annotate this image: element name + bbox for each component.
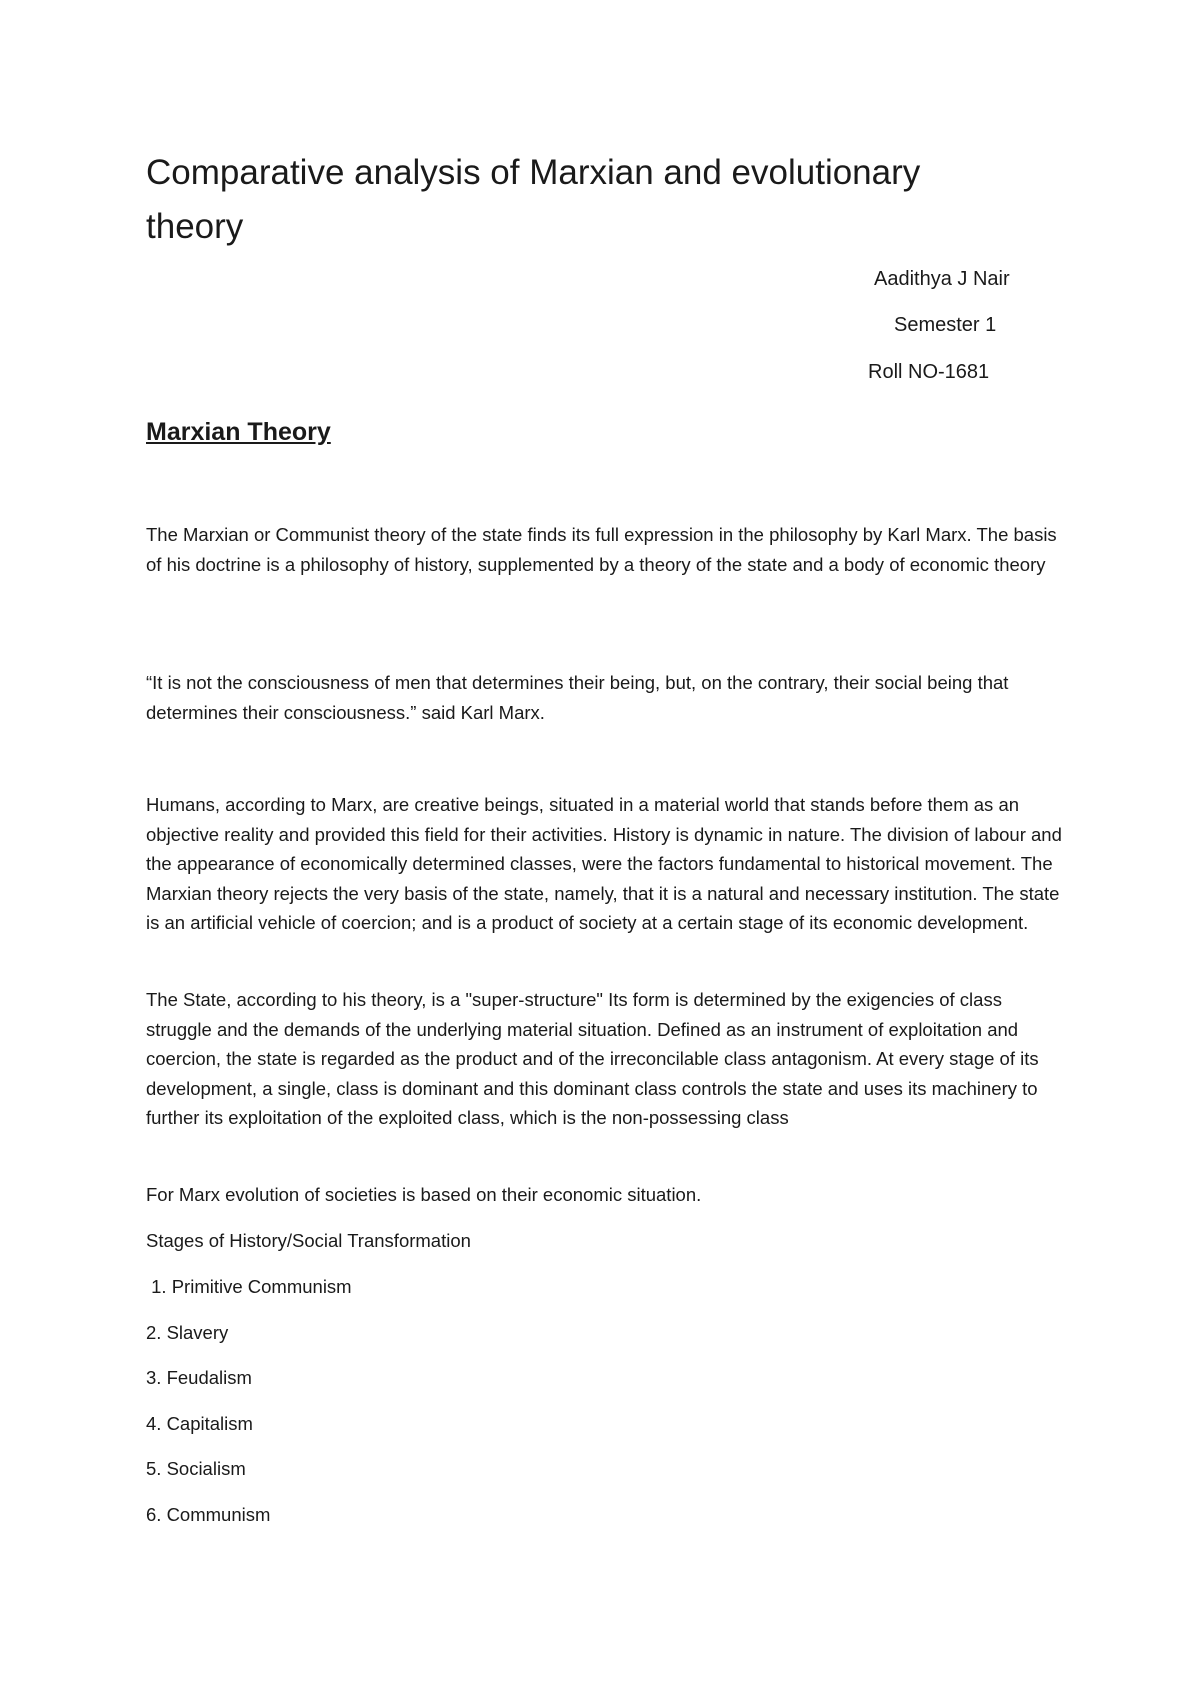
author-roll-number: Roll NO-1681 [868, 361, 990, 383]
author-name: Aadithya J Nair [874, 268, 1010, 290]
list-item: 4. Capitalism [146, 1412, 253, 1434]
stages-list [146, 1272, 352, 1545]
document-title: Comparative analysis of Marxian and evolutionary theory [146, 153, 921, 246]
list-item: 3. Feudalism [146, 1367, 252, 1388]
paragraph-evolution: For Marx evolution of societies is based on their economic situation. [146, 1184, 702, 1205]
section-heading: Marxian Theory [146, 418, 331, 446]
list-item: 6. Communism [146, 1503, 271, 1525]
paragraph-humans: Humans, according to Marx, are creative beings, situated in a material world that stands before them as an objective reality and provided this field for their activities. History is dynamic in nature. The division of labour and the appearance of economically determined classes, were the factors fundamental to historical movement. The Marxian theory rejects the very basis of the state, namely, that it is a natural and necessary institution. The state is an artificial vehicle of coercion; and is a product of society at a certain stage of its economic development. [146, 794, 1062, 933]
list-item: 2. Slavery [146, 1321, 229, 1343]
list-item: 1. Primitive Communism [146, 1276, 352, 1297]
stages-heading: Stages of History/Social Transformation [146, 1230, 471, 1251]
paragraph-state: The State, according to his theory, is a "super-structure" Its form is determined by the exigencies of class struggle and the demands of the underlying material situation. Defined as an instrument of exploitation and coercion, the state is regarded as the product and of the irreconcilable class antagonism. At every stage of its development, a single, class is dominant and this dominant class controls the state and uses its machinery to further its exploitation of the exploited class, which is the non-possessing class [146, 989, 1039, 1128]
paragraph-quote: “It is not the consciousness of men that determines their being, but, on the contrary, their social being that determines their consciousness.” said Karl Marx. [146, 672, 1009, 723]
list-item: 5. Socialism [146, 1458, 246, 1479]
paragraph-intro: The Marxian or Communist theory of the state finds its full expression in the philosophy by Karl Marx. The basis of his doctrine is a philosophy of history, supplemented by a theory of the state and a body of economic theory [146, 524, 1057, 575]
author-semester: Semester 1 [894, 314, 997, 336]
